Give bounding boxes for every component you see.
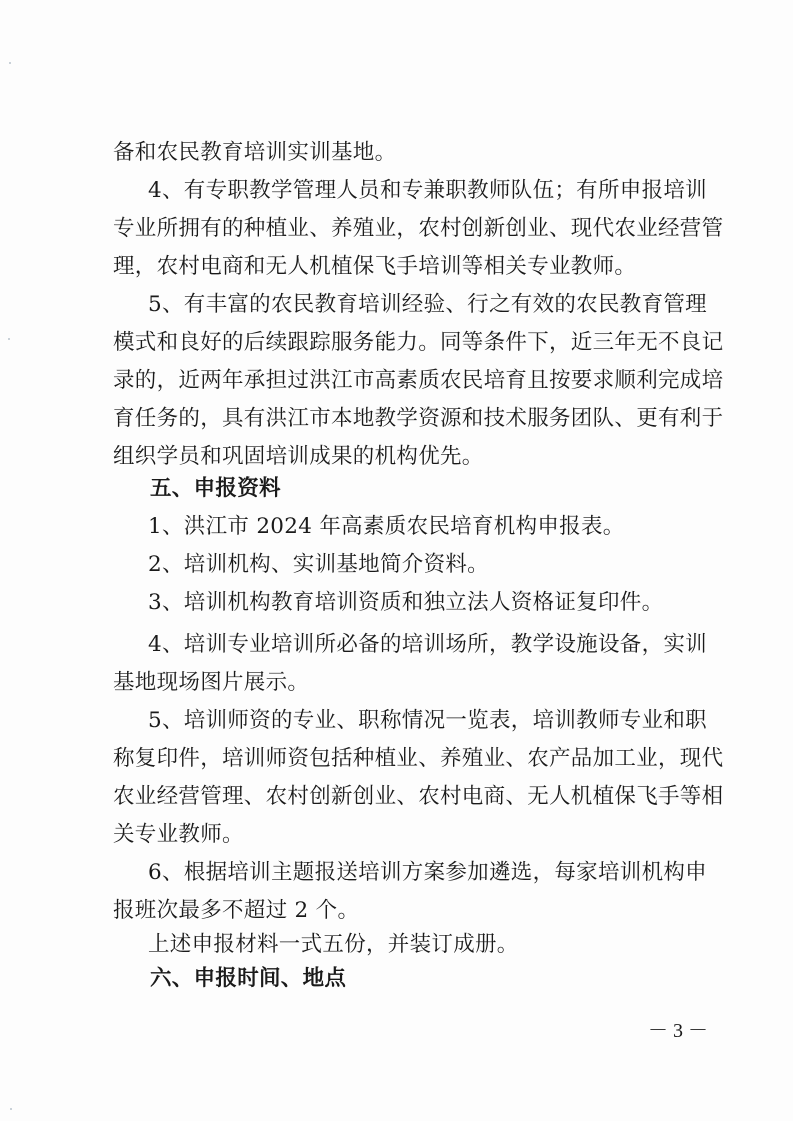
paragraph-line: 3、培训机构教育培训资质和独立法人资格证复印件。 (148, 590, 664, 615)
section-heading: 六、申报时间、地点 (150, 966, 347, 991)
paragraph-line: 理，农村电商和无人机植保飞手培训等相关专业教师。 (113, 254, 637, 279)
paragraph-line: 4、培训专业培训所必备的培训场所，教学设施设备，实训 (148, 632, 707, 657)
paragraph-line: 5、有丰富的农民教育培训经验、行之有效的农民教育管理 (148, 292, 707, 317)
paragraph-line: 称复印件，培训师资包括种植业、养殖业、农产品加工业，现代 (113, 746, 724, 771)
paragraph-line: 育任务的，具有洪江市本地教学资源和技术服务团队、更有利于 (113, 406, 724, 431)
page-number: － 3 － (648, 1020, 708, 1042)
paragraph-line: 模式和良好的后续跟踪服务能力。同等条件下，近三年无不良记 (113, 330, 724, 355)
scan-speck (9, 62, 11, 64)
scan-speck (10, 1108, 12, 1110)
section-heading: 五、申报资料 (150, 476, 281, 501)
paragraph-line: 组织学员和巩固培训成果的机构优先。 (113, 444, 484, 469)
paragraph-line: 5、培训师资的专业、职称情况一览表，培训教师专业和职 (148, 708, 707, 733)
paragraph-line: 基地现场图片展示。 (113, 670, 310, 695)
paragraph-line: 农业经营管理、农村创新创业、农村电商、无人机植保飞手等相 (113, 784, 724, 809)
paragraph-line: 备和农民教育培训实训基地。 (113, 140, 397, 165)
paragraph-line: 1、洪江市 2024 年高素质农民培育机构申报表。 (148, 514, 625, 539)
paragraph-line: 2、培训机构、实训基地简介资料。 (148, 552, 489, 577)
paragraph-line: 录的，近两年承担过洪江市高素质农民培育且按要求顺利完成培 (113, 368, 724, 393)
paragraph-line: 6、根据培训主题报送培训方案参加遴选，每家培训机构申 (148, 860, 707, 885)
paragraph-line: 4、有专职教学管理人员和专兼职教师队伍；有所申报培训 (148, 178, 707, 203)
paragraph-line: 上述申报材料一式五份，并装订成册。 (148, 932, 519, 957)
scan-speck (8, 338, 10, 340)
paragraph-line: 专业所拥有的种植业、养殖业，农村创新创业、现代农业经营管 (113, 216, 724, 241)
paragraph-line: 报班次最多不超过 2 个。 (113, 898, 360, 923)
paragraph-line: 关专业教师。 (113, 822, 244, 847)
